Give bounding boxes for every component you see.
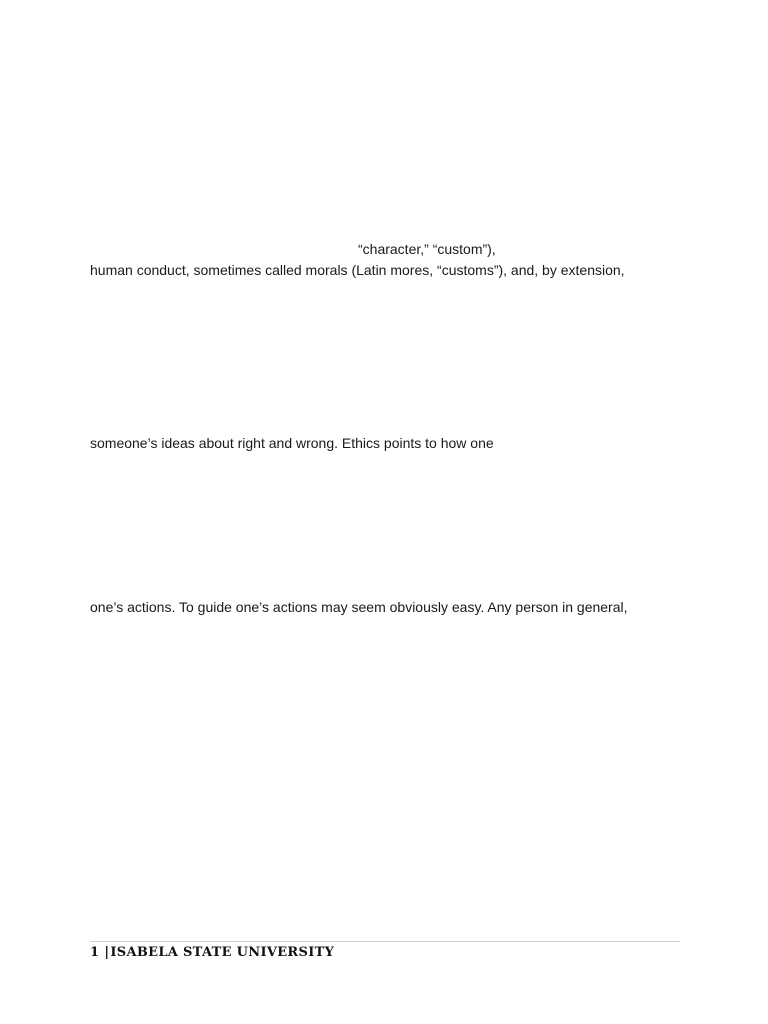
footer-separator: | (104, 945, 110, 960)
body-text-line: “character,” “custom”), (358, 241, 496, 257)
page-footer (90, 944, 334, 962)
body-text-line: human conduct, sometimes called morals (Latin mores, “customs”), and, by extension, (90, 262, 625, 278)
footer-institution: ISABELA STATE UNIVERSITY (110, 945, 335, 960)
body-text-line: someone’s ideas about right and wrong. Ethics points to how one (90, 435, 494, 451)
page-number: 1 (90, 945, 100, 960)
body-text-line: one’s actions. To guide one’s actions may seem obviously easy. Any person in general, (90, 599, 628, 615)
footer-divider (90, 941, 680, 942)
